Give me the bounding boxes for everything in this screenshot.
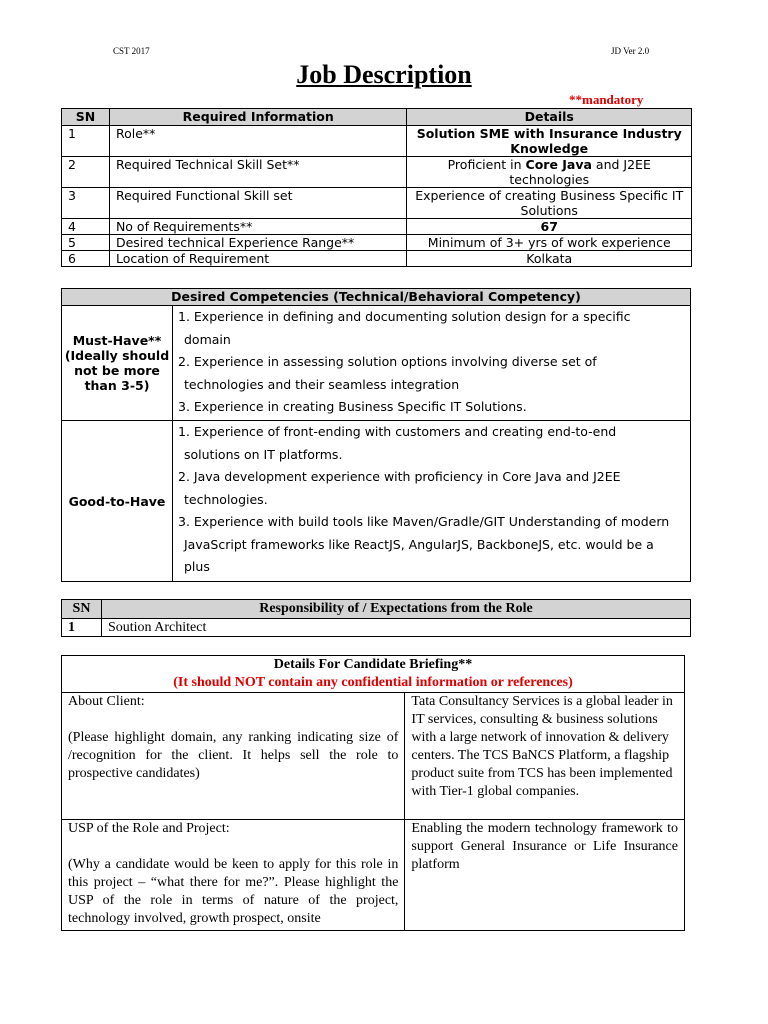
row-sn: 1: [62, 126, 110, 157]
good-to-have-line: JavaScript frameworks like ReactJS, AngularJS, BackboneJS, etc. would be a: [184, 536, 654, 552]
responsibility-table: [61, 599, 691, 637]
page-title: Job Description: [296, 60, 472, 89]
table-row: [62, 235, 692, 251]
table-row: [62, 251, 692, 267]
row-info: Desired technical Experience Range**: [109, 235, 407, 251]
about-client-label: About Client:: [68, 694, 145, 709]
usp-row: [62, 820, 685, 931]
good-to-have-line: solutions on IT platforms.: [184, 446, 343, 462]
row-details: Solution SME with Insurance Industry Knowledge: [407, 126, 692, 157]
row-details: Minimum of 3+ yrs of work experience: [407, 235, 692, 251]
good-to-have-line: 2. Java development experience with proficiency in Core Java and J2EE: [178, 469, 621, 484]
briefing-header: [62, 656, 685, 693]
table-row: [62, 157, 692, 188]
good-to-have-content: [173, 421, 691, 582]
good-to-have-line: technologies.: [184, 491, 268, 507]
details-pre: Proficient in: [447, 157, 526, 172]
candidate-briefing-table: [61, 655, 685, 931]
table-header-row: [62, 600, 691, 619]
row-sn: 3: [62, 188, 110, 219]
briefing-header-row: [62, 656, 685, 693]
good-to-have-line: plus: [184, 559, 210, 574]
about-client-hint: (Please highlight domain, any ranking indicating size of /recognition for the client. It helps sell the role to prospective candidates): [68, 730, 399, 781]
row-info: Location of Requirement: [109, 251, 407, 267]
col-header-responsibility: Responsibility of / Expectations from the Role: [101, 600, 690, 619]
table-row: [62, 188, 692, 219]
usp-label: USP of the Role and Project:: [68, 821, 230, 836]
table-header-row: [62, 109, 692, 126]
details-post: and J2EE technologies: [509, 157, 651, 187]
competencies-title: Desired Competencies (Technical/Behavioral Competency): [62, 289, 691, 306]
table-row: [62, 619, 691, 637]
must-have-line: domain: [184, 331, 231, 347]
row-sn: 6: [62, 251, 110, 267]
briefing-subtitle: (It should NOT contain any confidential information or references): [173, 675, 573, 690]
good-to-have-row: [62, 421, 691, 582]
row-details: 67: [407, 219, 692, 235]
usp-hint: (Why a candidate would be keen to apply for this role in this project – “what there for me?”. Please highlight the USP of the role in terms of nature of the project, technology involved, growth prospect, onsite: [68, 857, 399, 926]
col-header-required-info: Required Information: [109, 109, 407, 126]
doc-version: JD Ver 2.0: [611, 46, 650, 56]
competencies-table: [61, 288, 691, 582]
row-sn: 4: [62, 219, 110, 235]
row-details: Kolkata: [407, 251, 692, 267]
row-sn: 1: [62, 619, 102, 637]
must-have-line: 2. Experience in assessing solution options involving diverse set of: [178, 354, 597, 369]
must-have-line: 1. Experience in defining and documenting solution design for a specific: [178, 309, 631, 324]
table-row: [62, 219, 692, 235]
row-responsibility: Soution Architect: [101, 619, 690, 637]
row-details: [407, 157, 692, 188]
row-info: Required Technical Skill Set**: [109, 157, 407, 188]
must-have-line: 3. Experience in creating Business Specific IT Solutions.: [178, 399, 527, 414]
col-header-sn: SN: [62, 109, 110, 126]
table-row: [62, 126, 692, 157]
row-info: Required Functional Skill set: [109, 188, 407, 219]
must-have-row: [62, 306, 691, 421]
must-have-label: Must-Have** (Ideally should not be more than 3-5): [62, 306, 173, 421]
about-client-row: [62, 693, 685, 820]
usp-value: Enabling the modern technology framework to support General Insurance or Life Insurance platform: [405, 820, 685, 931]
doc-code: CST 2017: [113, 46, 150, 56]
mandatory-note: **mandatory: [569, 92, 644, 107]
about-client-cell: [62, 693, 405, 820]
table-header-row: [62, 289, 691, 306]
good-to-have-line: 1. Experience of front-ending with customers and creating end-to-end: [178, 424, 617, 439]
details-bold: Core Java: [525, 157, 592, 172]
row-info: No of Requirements**: [109, 219, 407, 235]
row-sn: 2: [62, 157, 110, 188]
required-info-table: [61, 108, 692, 267]
col-header-sn: SN: [62, 600, 102, 619]
row-sn: 5: [62, 235, 110, 251]
good-to-have-line: 3. Experience with build tools like Maven/Gradle/GIT Understanding of modern: [178, 514, 670, 529]
good-to-have-label: Good-to-Have: [62, 421, 173, 582]
must-have-line: technologies and their seamless integration: [184, 376, 460, 392]
briefing-title: Details For Candidate Briefing**: [273, 657, 473, 672]
row-details: Experience of creating Business Specific IT Solutions: [407, 188, 692, 219]
must-have-content: [173, 306, 691, 421]
about-client-value: Tata Consultancy Services is a global leader in IT services, consulting & business solutions with a large network of innovation & delivery centers. The TCS BaNCS Platform, a flagship product suite from TCS has been implemented with Tier-1 global companies.: [405, 693, 685, 820]
col-header-details: Details: [407, 109, 692, 126]
row-info: Role**: [109, 126, 407, 157]
usp-cell: [62, 820, 405, 931]
